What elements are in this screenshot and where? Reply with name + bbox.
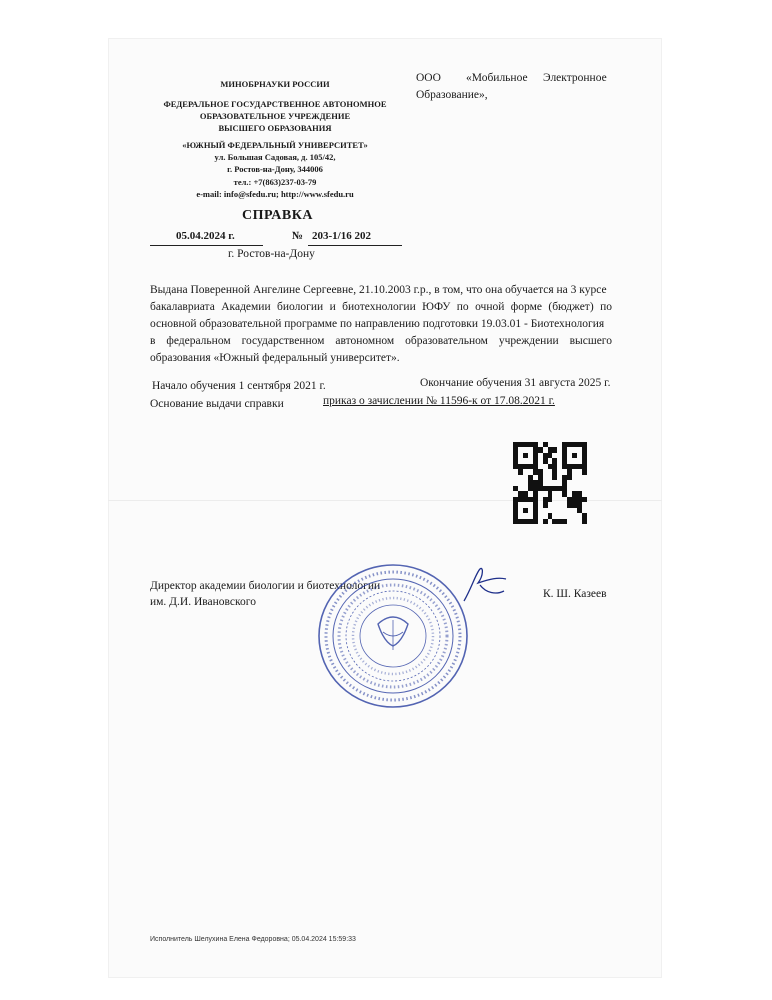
body-line1: Выдана Поверенной Ангелине Сергеевне, 21.10.2003 г.р., в том, что она обучается на 3 курсе — [150, 284, 607, 296]
number-underline — [308, 245, 402, 246]
document-number: 203-1/16 202 — [312, 230, 371, 242]
footer-executor: Исполнитель Шелухина Елена Федоровна; 05.04.2024 15:59:33 — [150, 936, 356, 943]
header-university: «ЮЖНЫЙ ФЕДЕРАЛЬНЫЙ УНИВЕРСИТЕТ» — [182, 140, 368, 150]
header-org-line1: ФЕДЕРАЛЬНОЕ ГОСУДАРСТВЕННОЕ АВТОНОМНОЕ — [163, 99, 387, 109]
signer-position-line2: им. Д.И. Ивановского — [150, 596, 256, 608]
header-address1: ул. Большая Садовая, д. 105/42, — [214, 152, 336, 162]
official-stamp — [316, 562, 470, 710]
signer-position-line1: Директор академии биологии и биотехнологии — [150, 580, 381, 592]
qr-code — [513, 442, 587, 524]
document-title: СПРАВКА — [242, 208, 313, 223]
header-email-web: e-mail: info@sfedu.ru; http://www.sfedu.ru — [196, 189, 354, 199]
date-underline — [150, 245, 263, 246]
recipient-word3: Электронное — [543, 72, 607, 84]
recipient-word1: ООО — [416, 72, 441, 84]
header-org-line2: ОБРАЗОВАТЕЛЬНОЕ УЧРЕЖДЕНИЕ — [199, 111, 351, 121]
number-label: № — [292, 230, 304, 242]
basis-label: Основание выдачи справки — [150, 398, 284, 410]
header-org-line3: ВЫСШЕГО ОБРАЗОВАНИЯ — [218, 123, 332, 133]
signature-scribble — [450, 565, 520, 605]
body-line2: бакалавриата Академии биологии и биотехнологии ЮФУ по очной форме (бюджет) по — [150, 301, 612, 313]
basis-value: приказ о зачислении № 11596-к от 17.08.2021 г. — [323, 395, 555, 407]
recipient-word2: «Мобильное — [466, 72, 528, 84]
document-date: 05.04.2024 г. — [176, 230, 235, 242]
body-line3: основной образовательной программе по направлению подготовки 19.03.01 - Биотехнология — [150, 318, 605, 330]
header-address2: г. Ростов-на-Дону, 344006 — [227, 164, 323, 174]
signer-name: К. Ш. Казеев — [543, 588, 607, 600]
body-line4: в федеральном государственном автономном образовательном учреждении высшего — [150, 335, 612, 347]
document-city: г. Ростов-на-Дону — [228, 248, 315, 260]
recipient-line2: Образование», — [416, 89, 488, 101]
header-ministry: МИНОБРНАУКИ РОССИИ — [220, 79, 330, 89]
header-phone: тел.: +7(863)237-03-79 — [233, 177, 317, 187]
study-start: Начало обучения 1 сентября 2021 г. — [152, 380, 326, 392]
body-line5: образования «Южный федеральный университет». — [150, 352, 400, 364]
study-end: Окончание обучения 31 августа 2025 г. — [420, 377, 611, 389]
